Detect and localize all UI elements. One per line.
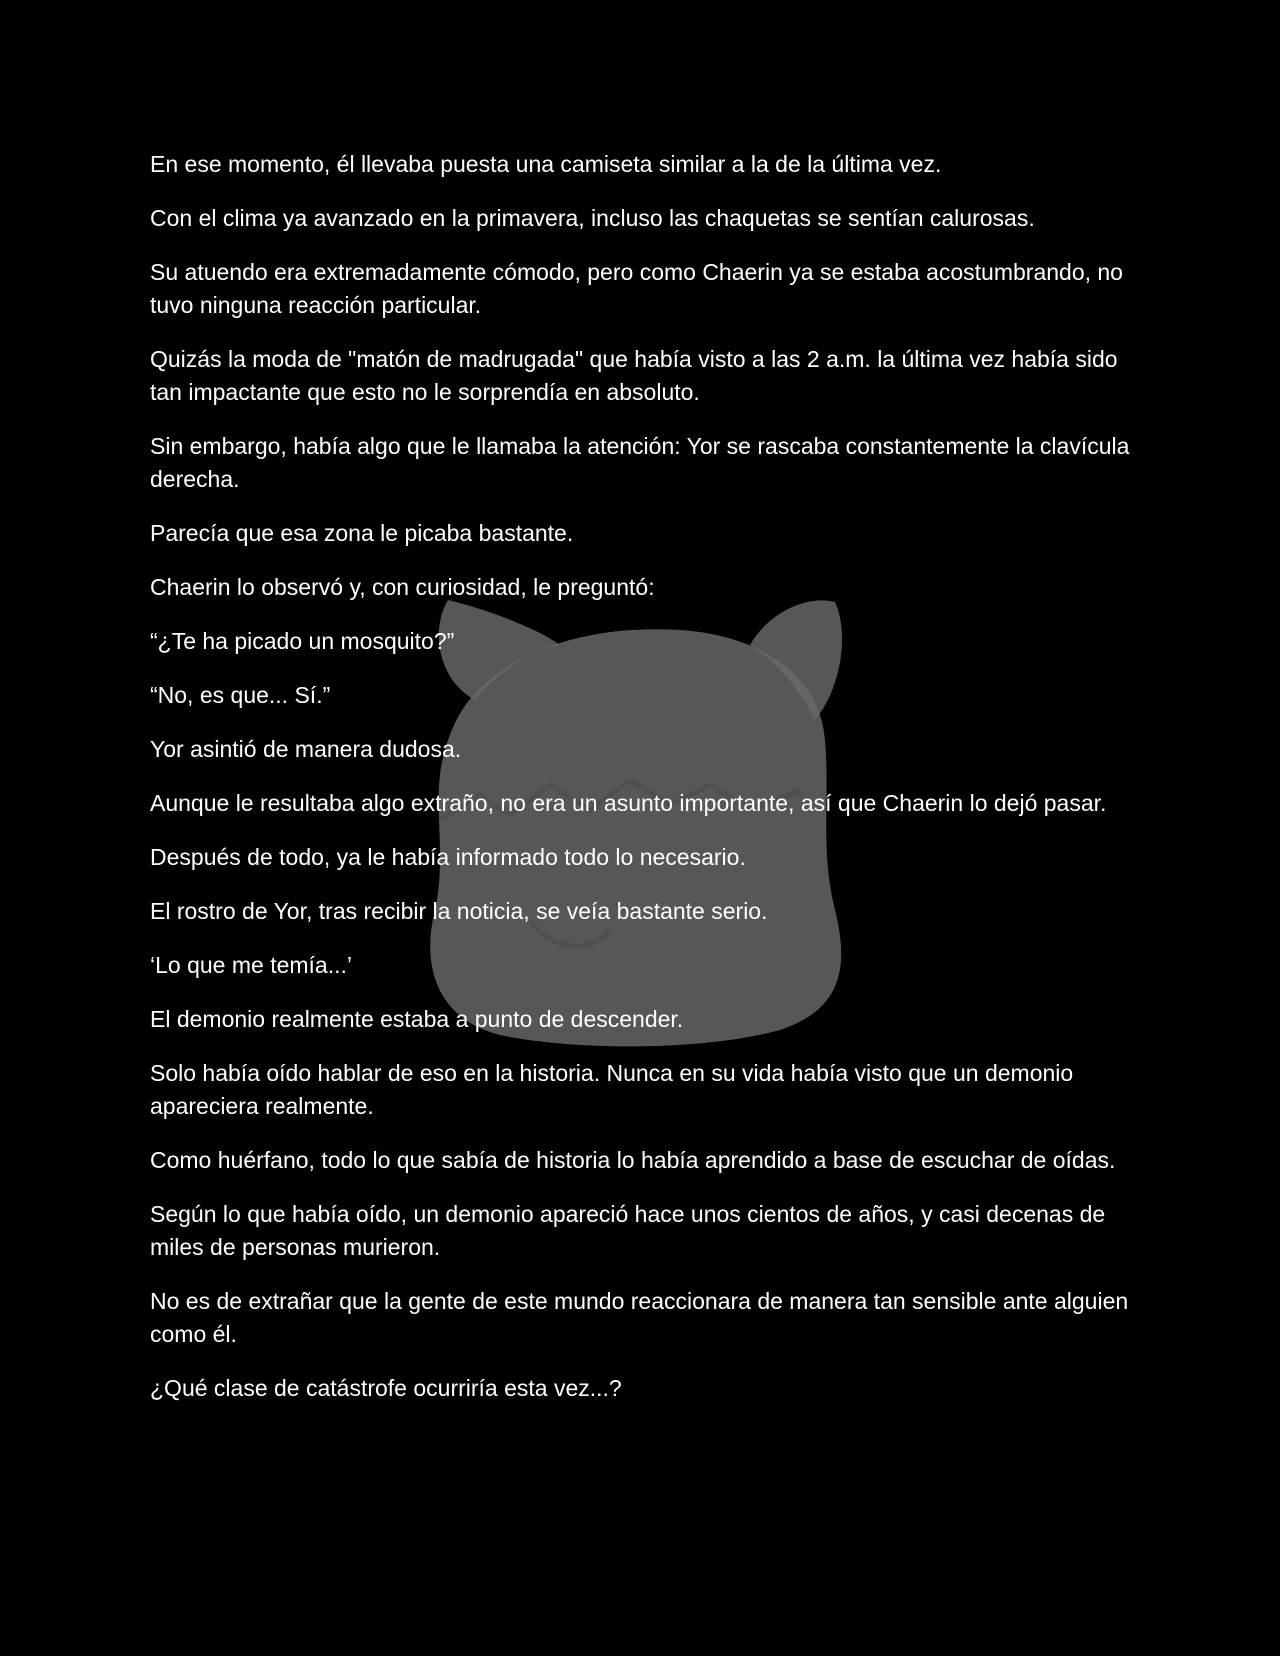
- paragraph: Quizás la moda de "matón de madrugada" que había visto a las 2 a.m. la última vez había sido tan impactante que esto no le sorprendía en absoluto.: [150, 346, 1118, 405]
- paragraph: Como huérfano, todo lo que sabía de historia lo había aprendido a base de escuchar de oídas.: [150, 1147, 1116, 1173]
- paragraph: Con el clima ya avanzado en la primavera, incluso las chaquetas se sentían calurosas.: [150, 205, 1035, 231]
- paragraph: Yor asintió de manera dudosa.: [150, 736, 462, 762]
- paragraph: No es de extrañar que la gente de este mundo reaccionara de manera tan sensible ante alguien como él.: [150, 1288, 1129, 1347]
- paragraph: Según lo que había oído, un demonio apareció hace unos cientos de años, y casi decenas de miles de personas murieron.: [150, 1201, 1106, 1260]
- paragraph: ‘Lo que me temía...’: [150, 952, 352, 978]
- paragraph: ¿Qué clase de catástrofe ocurriría esta vez...?: [150, 1375, 622, 1401]
- paragraph: Solo había oído hablar de eso en la historia. Nunca en su vida había visto que un demonio apareciera realmente.: [150, 1060, 1074, 1119]
- paragraph: Su atuendo era extremadamente cómodo, pero como Chaerin ya se estaba acostumbrando, no tuvo ninguna reacción particular.: [150, 259, 1123, 318]
- paragraph: Aunque le resultaba algo extraño, no era un asunto importante, así que Chaerin lo dejó pasar.: [150, 790, 1107, 816]
- paragraph: “No, es que... Sí.”: [150, 682, 331, 708]
- paragraph: Chaerin lo observó y, con curiosidad, le preguntó:: [150, 574, 655, 600]
- paragraph: El demonio realmente estaba a punto de descender.: [150, 1006, 684, 1032]
- paragraph: “¿Te ha picado un mosquito?”: [150, 628, 455, 654]
- paragraph: Después de todo, ya le había informado todo lo necesario.: [150, 844, 746, 870]
- paragraph: El rostro de Yor, tras recibir la noticia, se veía bastante serio.: [150, 898, 768, 924]
- document-body: [150, 148, 1150, 1426]
- paragraph: En ese momento, él llevaba puesta una camiseta similar a la de la última vez.: [150, 151, 942, 177]
- paragraph: Sin embargo, había algo que le llamaba la atención: Yor se rascaba constantemente la clavícula derecha.: [150, 433, 1130, 492]
- paragraph: Parecía que esa zona le picaba bastante.: [150, 520, 574, 546]
